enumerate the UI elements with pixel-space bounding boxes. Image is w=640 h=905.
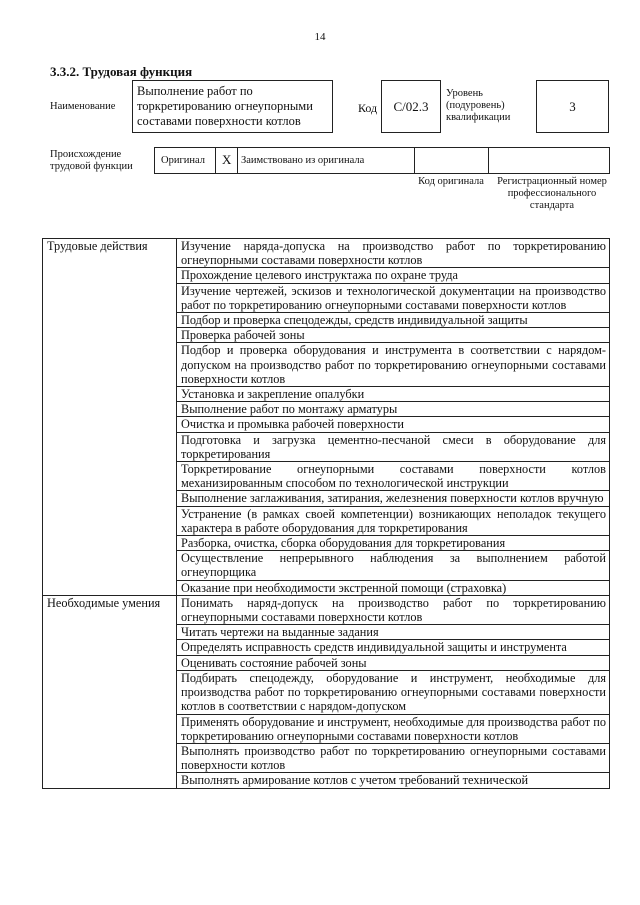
list-item: Выполнение заглаживания, затирания, железнения поверхности котлов вручную [177,491,610,506]
list-item: Подготовка и загрузка цементно-песчаной смеси в оборудование для торкретирования [177,432,610,461]
table-row [43,595,610,624]
list-item: Осуществление непрерывного наблюдения за выполнением работой огнеупорщика [177,551,610,580]
origin-original: Оригинал [161,155,205,166]
name-label: Наименование [50,101,116,112]
list-item: Очистка и промывка рабочей поверхности [177,417,610,432]
level-value-box [536,80,609,133]
list-item: Оказание при необходимости экстренной помощи (страховка) [177,580,610,595]
level-label: Уровень (подуровень) квалификации [446,88,511,123]
origin-row [154,147,610,174]
code-value-box [381,80,441,133]
list-item: Проверка рабочей зоны [177,328,610,343]
list-item: Подбирать спецодежду, оборудование и инструмент, необходимые для производства работ по торкретированию огнеупорными составами поверхности котлов в соответствии с нарядом-допуском [177,670,610,714]
reg-number-caption: Регистрационный номер профессионального стандарта [497,176,607,211]
origin-borrowed: Заимствовано из оригинала [241,155,365,166]
list-item: Изучение наряда-допуска на производство работ по торкретированию огнеупорными составами поверхности котлов [177,239,610,268]
list-item: Определять исправность средств индивидуальной защиты и инструмента [177,640,610,655]
list-item: Разборка, очистка, сборка оборудования для торкретирования [177,536,610,551]
origin-mark: X [222,152,232,167]
list-item: Выполнять производство работ по торкретированию огнеупорными составами поверхности котлов [177,743,610,772]
code-label: Код [358,101,378,115]
labor-function-table [42,238,610,789]
list-item: Подбор и проверка спецодежды, средств индивидуальной защиты [177,313,610,328]
origin-label: Происхождение трудовой функции [50,149,133,172]
list-item: Изучение чертежей, эскизов и технологической документации на производство работ по торкретированию огнеупорными составами поверхности котлов [177,283,610,312]
section-title: 3.3.2. Трудовая функция [50,64,193,79]
code-original-caption: Код оригинала [418,176,484,187]
page-number: 14 [314,31,326,43]
code-value: С/02.3 [393,98,429,114]
table-row [43,239,610,268]
section-label: Необходимые умения [43,595,177,788]
list-item: Выполнение работ по монтажу арматуры [177,402,610,417]
list-item: Применять оборудование и инструмент, необходимые для производства работ по торкретированию огнеупорными составами поверхности котлов [177,714,610,743]
list-item: Подбор и проверка оборудования и инструмента в соответствии с нарядом-допуском на производство работ по торкретированию огнеупорными составами поверхности котлов [177,343,610,387]
list-item: Установка и закрепление опалубки [177,387,610,402]
list-item: Устранение (в рамках своей компетенции) возникающих неполадок текущего характера в работе оборудования для торкретирования [177,506,610,535]
list-item: Оценивать состояние рабочей зоны [177,655,610,670]
list-item: Торкретирование огнеупорными составами поверхности котлов механизированным способом по технологической инструкции [177,462,610,491]
function-name-box [132,80,333,133]
list-item: Выполнять армирование котлов с учетом требований технической [177,773,610,788]
level-value: 3 [569,98,576,114]
list-item: Понимать наряд-допуск на производство работ по торкретированию огнеупорными составами поверхности котлов [177,595,610,624]
list-item: Прохождение целевого инструктажа по охране труда [177,268,610,283]
function-name-value: Выполнение работ по торкретированию огнеупорными составами поверхности котлов [137,84,313,128]
section-label: Трудовые действия [43,239,177,596]
list-item: Читать чертежи на выданные задания [177,625,610,640]
